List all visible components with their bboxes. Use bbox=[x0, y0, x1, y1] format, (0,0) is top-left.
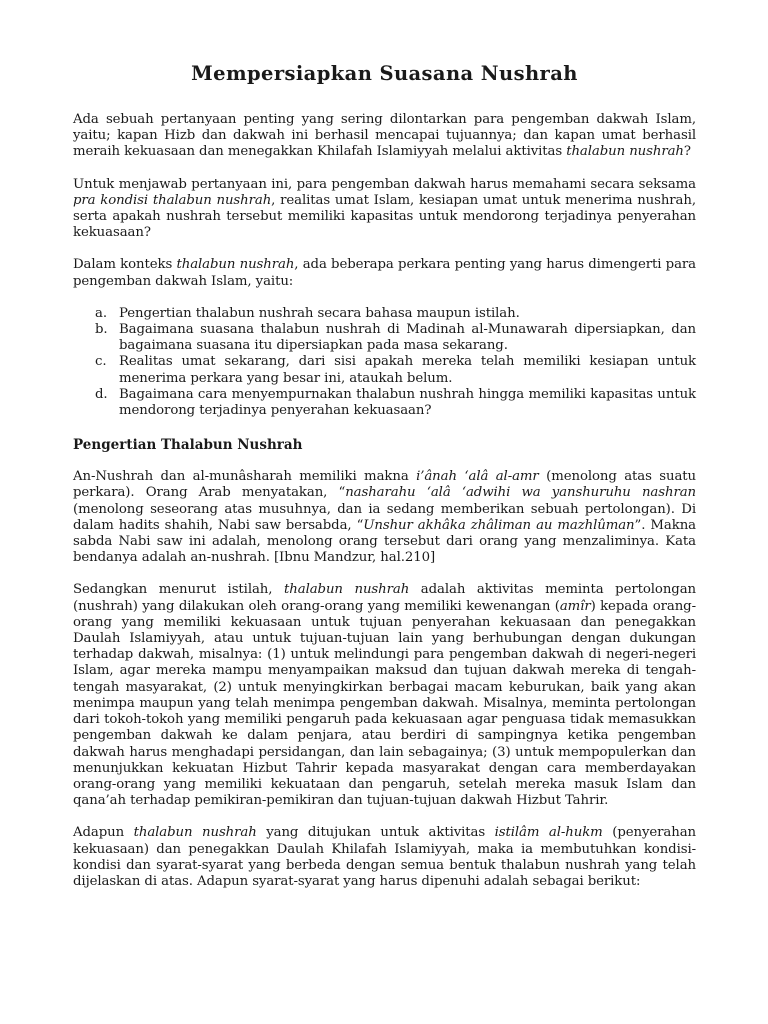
list-marker: d. bbox=[95, 386, 108, 402]
italic-term: thalabun nushrah bbox=[284, 582, 410, 598]
text-run: yang ditujukan untuk aktivitas bbox=[256, 825, 495, 841]
italic-term: thalabun nushrah bbox=[133, 825, 257, 841]
page-title: Mempersiapkan Suasana Nushrah bbox=[191, 62, 578, 85]
topics-list bbox=[73, 306, 696, 419]
paragraph-6 bbox=[73, 825, 696, 890]
text-run: (penyerahan kekuasaan) dan penegakkan Daulah Khilafah Islamiyyah, maka ia membutuhkan kondisi-kondisi dan syarat-syarat yang berbeda dengan semua bentuk thalabun nushrah yang telah dijelaskan di atas. Adapun syarat-syarat yang harus dipenuhi adalah sebagai berikut: bbox=[73, 825, 696, 889]
list-item bbox=[95, 354, 696, 386]
italic-term: pra kondisi thalabun nushrah bbox=[73, 192, 272, 208]
text-run: adalah aktivitas meminta pertolongan (nushrah) yang dilakukan oleh orang-orang yang memiliki kewenangan ( bbox=[73, 582, 696, 614]
text-run: (menolong seseorang atas musuhnya, dan ia sedang memberikan sebuah pertolongan). Di dalam hadits shahih, Nabi saw bersabda, “ bbox=[73, 501, 696, 533]
list-item-text: Bagaimana cara menyempurnakan thalabun nushrah hingga memiliki kapasitas untuk mendorong terjadinya penyerahan kekuasaan? bbox=[119, 386, 696, 419]
list-marker: c. bbox=[95, 354, 107, 370]
paragraph-4 bbox=[73, 469, 696, 566]
text-run: ) kepada orang-orang yang memiliki kekuasaan untuk tujuan penyerahan kekuasaan dan penegakkan Daulah Islamiyyah, atau untuk tujuan-tujuan lain yang berhubungan dengan dukungan terhadap dakwah, misalnya: (1) untuk melindungi para pengemban dakwah di negeri-negeri Islam, agar mereka mampu menyampaikan maksud dan tujuan dakwah mereka di tengah-tengah masyarakat, (2) untuk menyingkirkan berbagai macam keburukan, baik yang akan menimpa maupun yang telah menimpa pengemban dakwah. Misalnya, meminta pertolongan dari tokoh-tokoh yang memiliki pengaruh pada kekuasaan agar penguasa tidak memasukkan pengemban dakwah ke dalam penjara, atau berdiri di sampingnya ketika pengemban dakwah harus menghadapi persidangan, dan lain sebagainya; (3) untuk mempopulerkan dan menunjukkan kekuatan Hizbut Tahrir kepada masyarakat dengan cara memberdayakan orang-orang yang memiliki kekuataan dan pengaruh, setelah mereka masuk Islam dan qana’ah terhadap pemikiran-pemikiran dan tujuan-tujuan dakwah Hizbut Tahrir. bbox=[73, 598, 696, 809]
intro-paragraph bbox=[73, 112, 696, 161]
text-run: ? bbox=[683, 144, 691, 160]
list-item bbox=[95, 322, 696, 354]
list-item bbox=[95, 305, 696, 322]
text-run: , realitas umat Islam, kesiapan umat untuk menerima nushrah, serta apakah nushrah tersebut memiliki kapasitas untuk mendorong terjadinya penyerahan kekuasaan? bbox=[73, 192, 696, 241]
list-item bbox=[95, 386, 696, 419]
italic-quote: Unshur akhâka zhâliman au mazhlûman bbox=[363, 517, 635, 533]
list-marker: a. bbox=[95, 305, 107, 321]
paragraph-2 bbox=[73, 177, 696, 242]
list-item-text: Realitas umat sekarang, dari sisi apakah mereka telah memiliki kesiapan untuk menerima perkara yang besar ini, ataukah belum. bbox=[119, 354, 696, 386]
text-run: Dalam konteks bbox=[73, 257, 177, 273]
italic-quote: nasharahu ‘alâ ‘adwihi wa yanshuruhu nashran bbox=[345, 485, 696, 501]
list-marker: b. bbox=[95, 322, 108, 338]
text-run: Ada sebuah pertanyaan penting yang sering dilontarkan para pengemban dakwah Islam, yaitu; kapan Hizb dan dakwah ini berhasil mencapai tujuannya; dan kapan umat berhasil meraih kekuasaan dan menegakkan Khilafah Islamiyyah melalui aktivitas bbox=[73, 112, 696, 160]
text-run: Adapun bbox=[73, 825, 134, 841]
paragraph-5 bbox=[73, 582, 696, 809]
section-heading: Pengertian Thalabun Nushrah bbox=[73, 437, 303, 454]
italic-term: istilâm al-hukm bbox=[494, 825, 603, 841]
text-run: An-Nushrah dan al-munâsharah memiliki makna bbox=[73, 469, 417, 485]
text-run: , ada beberapa perkara penting yang harus dimengerti para pengemban dakwah Islam, yaitu: bbox=[73, 257, 696, 289]
text-run: ”. Makna sabda Nabi saw ini adalah, menolong orang tersebut dari orang yang menzaliminya. Kata bendanya adalah an-nushrah. [Ibnu Mandzur, hal.210] bbox=[73, 517, 696, 566]
list-item-text: Pengertian thalabun nushrah secara bahasa maupun istilah. bbox=[119, 305, 520, 321]
italic-term: thalabun nushrah bbox=[566, 144, 684, 160]
italic-term: amîr bbox=[559, 598, 591, 614]
text-run: Untuk menjawab pertanyaan ini, para pengemban dakwah harus memahami secara seksama bbox=[73, 176, 696, 192]
paragraph-3 bbox=[73, 257, 696, 289]
italic-term: i’ânah ‘alâ al-amr bbox=[416, 469, 539, 485]
text-run: Sedangkan menurut istilah, bbox=[73, 582, 285, 598]
text-run: (menolong atas suatu perkara). Orang Arab menyatakan, “ bbox=[73, 469, 696, 501]
italic-term: thalabun nushrah bbox=[176, 257, 295, 273]
list-item-text: Bagaimana suasana thalabun nushrah di Madinah al-Munawarah dipersiapkan, dan bagaimana suasana itu dipersiapkan pada masa sekarang. bbox=[119, 322, 696, 354]
